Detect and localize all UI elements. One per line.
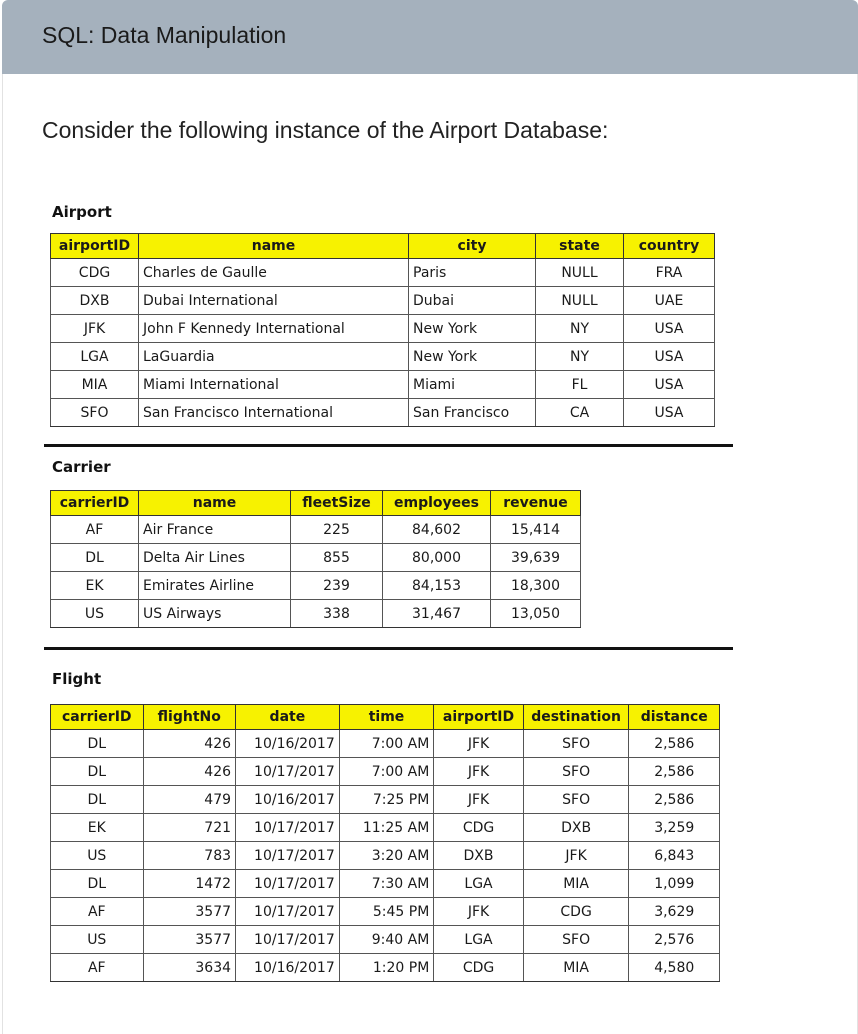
flight-cell-date: 10/17/2017 [236,758,340,786]
flight-cell-carrierid: EK [51,814,144,842]
airport-cell-state: NY [536,315,624,343]
airport-header-row [51,234,715,259]
flight-cell-distance: 2,586 [629,786,720,814]
airport-cell-city: Miami [409,371,536,399]
flight-cell-time: 7:00 AM [339,730,434,758]
flight-table-title: Flight [52,670,102,688]
flight-cell-destination: SFO [523,926,629,954]
flight-cell-date: 10/17/2017 [236,870,340,898]
carrier-cell-fleetsize: 239 [291,572,383,600]
airport-cell-state: NULL [536,287,624,315]
flight-column-header: carrierID [51,705,144,730]
airport-column-header: state [536,234,624,259]
flight-cell-destination: MIA [523,870,629,898]
flight-cell-time: 11:25 AM [339,814,434,842]
flight-cell-destination: MIA [523,954,629,982]
flight-cell-flightno: 426 [143,758,236,786]
flight-table-row [51,954,720,982]
airport-column-header: country [624,234,715,259]
flight-cell-airportid: CDG [434,954,523,982]
flight-cell-date: 10/17/2017 [236,926,340,954]
carrier-cell-employees: 31,467 [383,600,491,628]
airport-table-row [51,287,715,315]
flight-cell-time: 7:30 AM [339,870,434,898]
carrier-cell-revenue: 18,300 [491,572,581,600]
flight-cell-time: 7:00 AM [339,758,434,786]
section-divider [44,647,733,650]
flight-cell-airportid: DXB [434,842,523,870]
flight-cell-airportid: CDG [434,814,523,842]
flight-cell-carrierid: AF [51,954,144,982]
airport-cell-name: Miami International [139,371,409,399]
flight-table-row [51,758,720,786]
flight-cell-carrierid: DL [51,786,144,814]
flight-cell-carrierid: DL [51,870,144,898]
flight-cell-date: 10/16/2017 [236,786,340,814]
flight-cell-destination: JFK [523,842,629,870]
section-divider [44,444,733,447]
airport-cell-name: Dubai International [139,287,409,315]
airport-cell-state: NULL [536,259,624,287]
airport-column-header: name [139,234,409,259]
carrier-cell-carrierid: AF [51,516,139,544]
flight-column-header: flightNo [143,705,236,730]
airport-cell-name: Charles de Gaulle [139,259,409,287]
carrier-cell-revenue: 15,414 [491,516,581,544]
flight-cell-flightno: 1472 [143,870,236,898]
airport-cell-airportid: DXB [51,287,139,315]
carrier-cell-name: Air France [139,516,291,544]
airport-table-title: Airport [52,203,112,221]
flight-cell-distance: 2,576 [629,926,720,954]
flight-cell-date: 10/16/2017 [236,730,340,758]
flight-cell-distance: 2,586 [629,758,720,786]
airport-cell-airportid: MIA [51,371,139,399]
flight-cell-flightno: 426 [143,730,236,758]
airport-cell-airportid: LGA [51,343,139,371]
carrier-table-row [51,600,581,628]
carrier-column-header: carrierID [51,491,139,516]
airport-cell-country: UAE [624,287,715,315]
carrier-table-row [51,544,581,572]
flight-cell-flightno: 3577 [143,926,236,954]
airport-table-row [51,371,715,399]
flight-cell-flightno: 479 [143,786,236,814]
flight-cell-carrierid: US [51,926,144,954]
airport-cell-city: New York [409,315,536,343]
flight-column-header: airportID [434,705,523,730]
intro-text: Consider the following instance of the Airport Database: [42,117,609,143]
flight-cell-distance: 2,586 [629,730,720,758]
airport-cell-city: New York [409,343,536,371]
flight-cell-distance: 1,099 [629,870,720,898]
flight-cell-date: 10/16/2017 [236,954,340,982]
flight-cell-time: 3:20 AM [339,842,434,870]
airport-cell-airportid: SFO [51,399,139,427]
carrier-cell-name: Delta Air Lines [139,544,291,572]
flight-column-header: time [339,705,434,730]
flight-cell-flightno: 721 [143,814,236,842]
airport-cell-name: LaGuardia [139,343,409,371]
carrier-header-row [51,491,581,516]
flight-cell-time: 1:20 PM [339,954,434,982]
flight-cell-destination: CDG [523,898,629,926]
flight-column-header: destination [523,705,629,730]
carrier-cell-revenue: 13,050 [491,600,581,628]
flight-column-header: date [236,705,340,730]
airport-cell-country: USA [624,343,715,371]
airport-cell-city: Dubai [409,287,536,315]
flight-cell-distance: 3,259 [629,814,720,842]
carrier-cell-carrierid: US [51,600,139,628]
flight-cell-flightno: 783 [143,842,236,870]
carrier-cell-employees: 80,000 [383,544,491,572]
airport-cell-airportid: CDG [51,259,139,287]
flight-cell-flightno: 3634 [143,954,236,982]
flight-table-row [51,898,720,926]
flight-cell-airportid: LGA [434,870,523,898]
flight-cell-airportid: LGA [434,926,523,954]
flight-table-row [51,786,720,814]
flight-cell-distance: 6,843 [629,842,720,870]
carrier-cell-fleetsize: 225 [291,516,383,544]
carrier-table-row [51,516,581,544]
flight-header-row [51,705,720,730]
carrier-column-header: employees [383,491,491,516]
flight-cell-carrierid: DL [51,730,144,758]
carrier-cell-carrierid: EK [51,572,139,600]
airport-cell-name: San Francisco International [139,399,409,427]
flight-table [50,704,720,982]
airport-cell-country: USA [624,399,715,427]
airport-cell-airportid: JFK [51,315,139,343]
airport-cell-state: FL [536,371,624,399]
flight-table-row [51,870,720,898]
flight-table-row [51,926,720,954]
flight-cell-date: 10/17/2017 [236,842,340,870]
carrier-cell-name: US Airways [139,600,291,628]
airport-cell-city: Paris [409,259,536,287]
airport-table [50,233,715,427]
flight-cell-flightno: 3577 [143,898,236,926]
airport-cell-country: USA [624,315,715,343]
airport-cell-state: CA [536,399,624,427]
flight-cell-destination: SFO [523,758,629,786]
flight-cell-airportid: JFK [434,758,523,786]
airport-column-header: airportID [51,234,139,259]
flight-cell-airportid: JFK [434,786,523,814]
carrier-cell-employees: 84,602 [383,516,491,544]
flight-table-row [51,814,720,842]
airport-table-row [51,343,715,371]
flight-cell-distance: 3,629 [629,898,720,926]
airport-cell-name: John F Kennedy International [139,315,409,343]
airport-cell-country: USA [624,371,715,399]
flight-cell-time: 5:45 PM [339,898,434,926]
flight-cell-destination: SFO [523,786,629,814]
airport-table-row [51,315,715,343]
carrier-cell-carrierid: DL [51,544,139,572]
carrier-column-header: revenue [491,491,581,516]
flight-cell-destination: SFO [523,730,629,758]
airport-cell-state: NY [536,343,624,371]
carrier-cell-employees: 84,153 [383,572,491,600]
airport-cell-city: San Francisco [409,399,536,427]
carrier-column-header: name [139,491,291,516]
flight-cell-distance: 4,580 [629,954,720,982]
flight-cell-destination: DXB [523,814,629,842]
carrier-table-row [51,572,581,600]
carrier-cell-name: Emirates Airline [139,572,291,600]
flight-cell-carrierid: US [51,842,144,870]
airport-table-row [51,259,715,287]
flight-table-row [51,842,720,870]
flight-cell-airportid: JFK [434,898,523,926]
flight-cell-time: 9:40 AM [339,926,434,954]
question-title: SQL: Data Manipulation [42,22,287,48]
flight-table-row [51,730,720,758]
flight-cell-airportid: JFK [434,730,523,758]
carrier-table-title: Carrier [52,458,111,476]
airport-cell-country: FRA [624,259,715,287]
flight-cell-time: 7:25 PM [339,786,434,814]
question-header [2,0,858,74]
flight-cell-date: 10/17/2017 [236,898,340,926]
carrier-cell-fleetsize: 338 [291,600,383,628]
carrier-table [50,490,581,628]
carrier-cell-fleetsize: 855 [291,544,383,572]
flight-column-header: distance [629,705,720,730]
airport-table-row [51,399,715,427]
carrier-cell-revenue: 39,639 [491,544,581,572]
flight-cell-carrierid: AF [51,898,144,926]
carrier-column-header: fleetSize [291,491,383,516]
flight-cell-carrierid: DL [51,758,144,786]
flight-cell-date: 10/17/2017 [236,814,340,842]
airport-column-header: city [409,234,536,259]
